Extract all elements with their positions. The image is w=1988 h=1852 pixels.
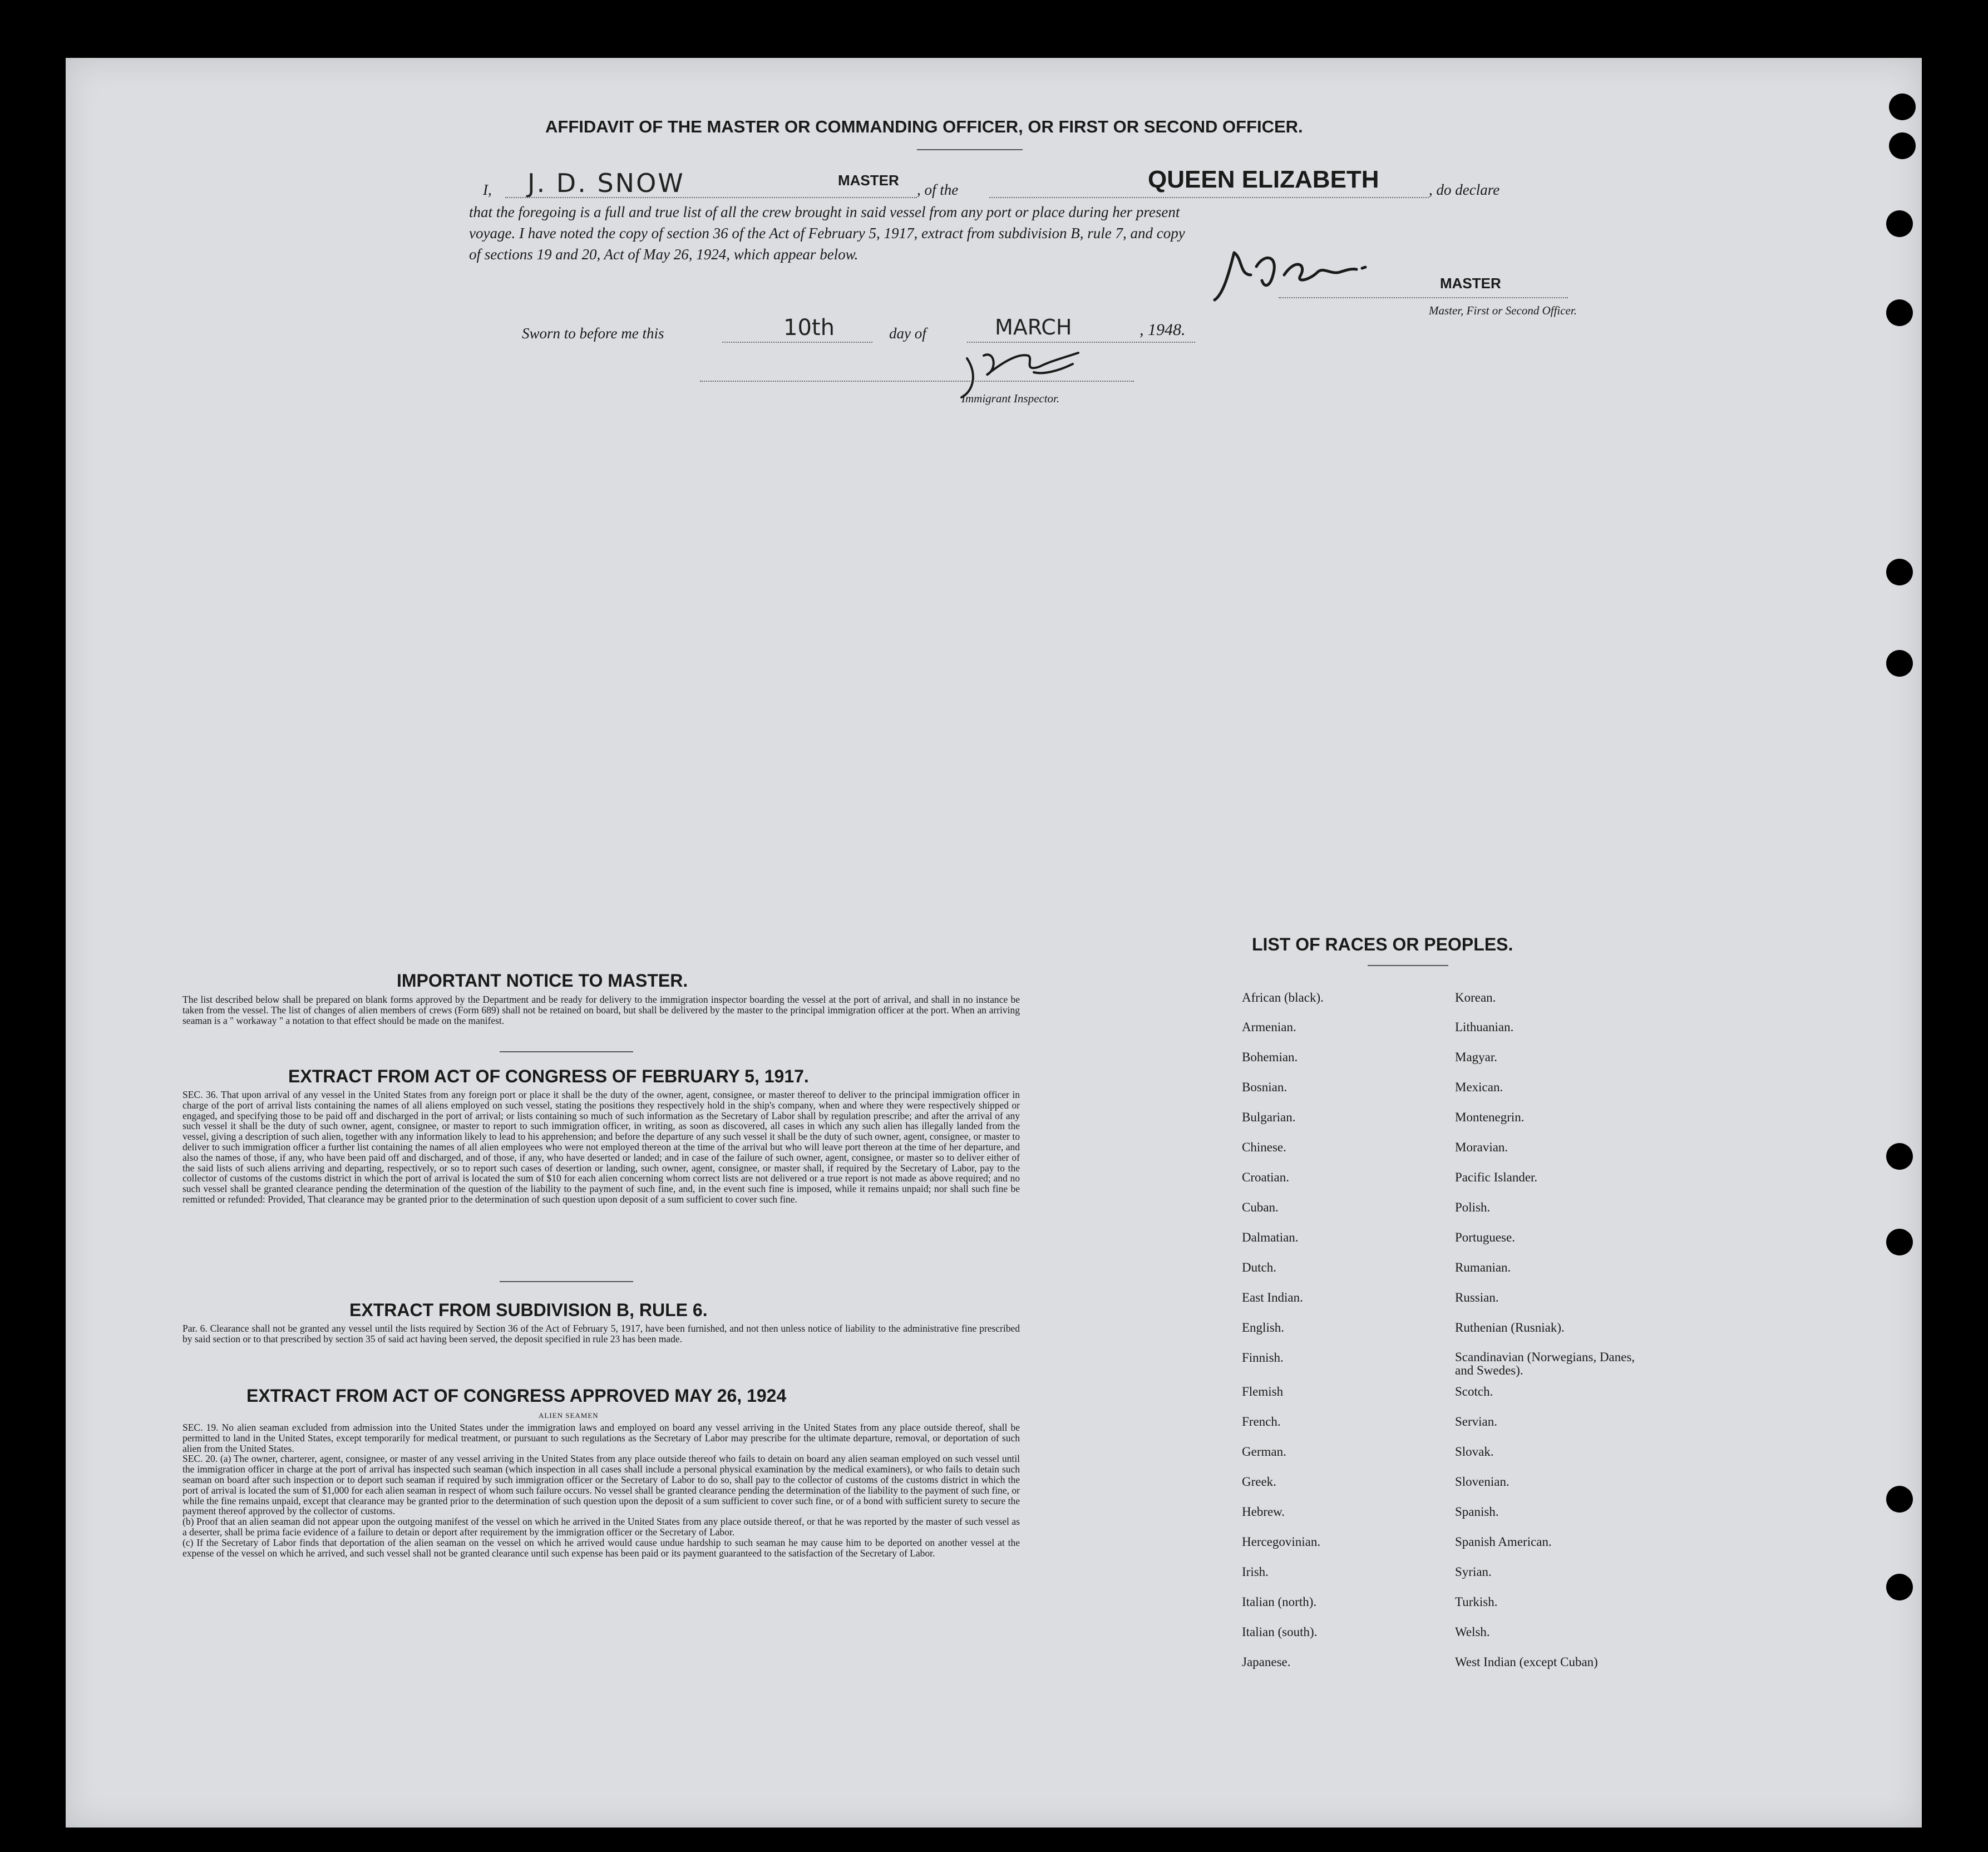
day-line (722, 342, 872, 343)
race-right: Pacific Islander. (1455, 1170, 1538, 1184)
race-right: Scandinavian (Norwegians, Danes, and Swedes). (1455, 1350, 1635, 1377)
extract-1917-divider (500, 1281, 633, 1282)
race-left: Croatian. (1242, 1170, 1289, 1184)
race-left: French. (1242, 1415, 1281, 1429)
race-left: Bohemian. (1242, 1050, 1298, 1064)
races-heading: LIST OF RACES OR PEOPLES. (1252, 934, 1513, 954)
race-right: Russian. (1455, 1291, 1499, 1304)
signature-title: MASTER (1440, 275, 1501, 292)
signature-caption: Master, First or Second Officer. (1429, 304, 1577, 317)
sworn-month: MARCH (995, 315, 1072, 339)
race-right: Welsh. (1455, 1625, 1490, 1639)
race-left: Hercegovinian. (1242, 1535, 1321, 1549)
binder-hole (1889, 93, 1916, 120)
race-right: Mexican. (1455, 1080, 1503, 1094)
subdivision-text: Par. 6. Clearance shall not be granted any vessel until the lists required by Section 36 of the Act of February 5, 1917, have been furnished, and not then unless notice of liability to the administrative fine prescribed by said section or to that prescribed by section 35 of said act having been served, the deposit specified in rule 23 has been made. (182, 1323, 1020, 1344)
binder-hole (1886, 299, 1913, 326)
extract-1924-heading: EXTRACT FROM ACT OF CONGRESS APPROVED MAY 26, 1924 (246, 1386, 787, 1406)
sworn-day: 10th (783, 315, 835, 341)
race-left: Italian (north). (1242, 1595, 1317, 1609)
race-left: Flemish (1242, 1385, 1284, 1398)
of-the-label: , of the (917, 181, 959, 198)
race-left: Irish. (1242, 1565, 1269, 1579)
binder-hole (1886, 1574, 1913, 1600)
race-right: Moravian. (1455, 1140, 1508, 1154)
binder-hole (1886, 1486, 1913, 1513)
vessel-name: QUEEN ELIZABETH (1148, 166, 1379, 193)
race-left: African (black). (1242, 991, 1324, 1004)
subdivision-heading: EXTRACT FROM SUBDIVISION B, RULE 6. (349, 1300, 708, 1320)
inspector-caption: Immigrant Inspector. (961, 392, 1060, 405)
race-left: Dutch. (1242, 1260, 1276, 1274)
declaration-line-2: voyage. I have noted the copy of section 36 of the Act of February 5, 1917, extract from subdivision B, rule 7, and copy (469, 225, 1185, 242)
race-left: Italian (south). (1242, 1625, 1318, 1639)
race-left: East Indian. (1242, 1291, 1303, 1304)
sworn-year: , 1948. (1139, 321, 1186, 339)
binder-hole (1886, 650, 1913, 677)
master-title-typed: MASTER (838, 172, 899, 189)
race-right: Syrian. (1455, 1565, 1492, 1579)
name-line (505, 197, 917, 198)
vessel-line (989, 197, 1429, 198)
affidavit-heading: AFFIDAVIT OF THE MASTER OR COMMANDING OFFICER, OR FIRST OR SECOND OFFICER. (545, 117, 1303, 136)
do-declare-label: , do declare (1429, 181, 1500, 198)
binder-hole (1886, 1229, 1913, 1255)
binder-hole (1886, 559, 1913, 585)
race-left: Armenian. (1242, 1020, 1296, 1034)
notice-text: The list described below shall be prepared on blank forms approved by the Department and be ready for delivery to the immigration inspector boarding the vessel at the port of arrival, and shall in no instance be taken from the vessel. The list of changes of alien members of crews (Form 689) shall not be retained on board, but shall be delivered by the master to the principal immigration officer at the port. When an arriving seaman is a " workaway " a notation to that effect should be made on the manifest. (182, 994, 1020, 1026)
race-left: English. (1242, 1321, 1285, 1334)
race-left: Hebrew. (1242, 1505, 1285, 1519)
extract-1924-text: SEC. 19. No alien seaman excluded from admission into the United States under the immigration laws and employed on board any vessel arriving in the United States from any place outside thereof, shall be permitted to land in the United States, except temporarily for medical treatment, or pursuant to such regulations as the Secretary of Labor may prescribe for the ultimate departure, removal, or deportation of such alien from the United States. SEC. 20. (a) The owner, charterer, agent, consignee, or master of any vessel arriving in the United States from any place outside thereof who fails to detain on board any alien seaman employed on such vessel until the immigration officer in charge at the port of arrival has inspected such seaman (which inspection in all cases shall include a personal physical examination by the medical examiners), or who fails to detain such seaman on board after such inspection or to deport such seaman if required by such immigration officer or the Secretary of Labor to do so, shall pay to the collector of customs of the customs district in which the port of arrival is located the sum of $1,000 for each alien seaman in respect of whom such failure occurs. No vessel shall be granted clearance pending the determination of the liability to the payment of such fine, or while the fine remains unpaid, except that clearance may be granted prior to the determination of such question upon the deposit of a sum sufficient to cover such fine, or of a bond with sufficient surety to secure the payment thereof approved by the collector of customs. (b) Proof that an alien seaman did not appear upon the outgoing manifest of the vessel on which he arrived in the United States from any place outside thereof, or that he was reported by the master of such vessel as a deserter, shall be prima facie evidence of a failure to detain or deport after requirement by the immigration officer or the Secretary of Labor. (c) If the Secretary of Labor finds that deportation of the alien seaman on the vessel on which he arrived would cause undue hardship to such seaman he may cause him to be deported on another vessel at the expense of the vessel on which he arrived, and such vessel shall not be granted clearance until such expense has been paid or its payment guaranteed to the satisfaction of the Secretary of Labor. (182, 1422, 1020, 1559)
race-right: Slovenian. (1455, 1475, 1510, 1489)
race-left: Finnish. (1242, 1351, 1284, 1365)
races-divider (1368, 965, 1448, 966)
signature-line (1279, 297, 1568, 298)
race-right: Lithuanian. (1455, 1020, 1514, 1034)
race-left: Chinese. (1242, 1140, 1286, 1154)
declaration-line-3: of sections 19 and 20, Act of May 26, 1924, which appear below. (469, 246, 859, 263)
heading-divider (917, 149, 1023, 150)
race-left: Bulgarian. (1242, 1110, 1296, 1124)
race-right: West Indian (except Cuban) (1455, 1655, 1598, 1669)
race-right: Servian. (1455, 1415, 1498, 1429)
race-right: Portuguese. (1455, 1230, 1515, 1244)
binder-hole (1886, 1143, 1913, 1170)
declaration-line-1: that the foregoing is a full and true list of all the crew brought in said vessel from any port or place during her present (469, 204, 1180, 220)
race-left: Japanese. (1242, 1655, 1291, 1669)
race-left: Dalmatian. (1242, 1230, 1299, 1244)
day-of-label: day of (889, 325, 926, 342)
race-right: Slovak. (1455, 1445, 1494, 1459)
race-left: Greek. (1242, 1475, 1276, 1489)
race-right: Montenegrin. (1455, 1110, 1525, 1124)
extract-1917-text: SEC. 36. That upon arrival of any vessel in the United States from any foreign port or place it shall be the duty of the owner, agent, consignee, or master thereof to deliver to the principal immigration officer in charge of the port of arrival lists containing the names of all aliens employed on such vessel, stating the positions they respectively hold in the ship's company, when and where they were respectively shipped or engaged, and specifying those to be paid off and discharged in the port of arrival; or lists containing so much of such information as the Secretary of Labor shall by regulation prescribe; and after the arrival of any such vessel it shall be the duty of such owner, agent, consignee, or master to report to such immigration officer, in writing, as soon as discovered, all cases in which any such alien has illegally landed from the vessel, giving a description of such alien, together with any information likely to lead to his apprehension; and before the departure of any such vessel it shall be the duty of such owner, agent, consignee, or master to deliver to such immigration officer a further list containing the names of all alien employees who were not employed thereon at the time of the arrival but who will leave port thereon at the time of her departure, and also the names of those, if any, who have been paid off and discharged, and of those, if any, who have deserted or landed; and in case of the failure of such owner, agent, consignee, or master so to deliver either of the said lists of such aliens arriving and departing, respectively, or so to report such cases of desertion or landing, such owner, agent, consignee, or master shall, if required by the Secretary of Labor, pay to the collector of customs of the customs district in which the port of arrival is located the sum of $10 for each alien concerning whom correct lists are not delivered or a true report is not made as above required; and no such vessel shall be granted clearance pending the determination of the question of the liability to the payment of such fine, and, in the event such fine is imposed, while it remains unpaid; nor shall such fine be remitted or refunded: Provided, That clearance may be granted prior to the determination of such question upon deposit of a sum sufficient to cover such fine. (182, 1089, 1020, 1205)
race-right: Ruthenian (Rusniak). (1455, 1321, 1565, 1334)
race-right: Turkish. (1455, 1595, 1498, 1609)
notice-heading: IMPORTANT NOTICE TO MASTER. (397, 971, 688, 991)
i-label: I, (483, 181, 492, 198)
race-right: Scotch. (1455, 1385, 1493, 1398)
race-left: German. (1242, 1445, 1286, 1459)
race-right: Polish. (1455, 1200, 1491, 1214)
form-page (66, 58, 1922, 1828)
race-left: Cuban. (1242, 1200, 1279, 1214)
race-right: Korean. (1455, 991, 1496, 1004)
inspector-line (700, 381, 1134, 382)
race-right: Spanish American. (1455, 1535, 1552, 1549)
race-right: Magyar. (1455, 1050, 1498, 1064)
binder-hole (1889, 132, 1916, 159)
extract-1924-subheading: ALIEN SEAMEN (539, 1411, 599, 1420)
sworn-label: Sworn to before me this (522, 325, 664, 342)
race-right: Spanish. (1455, 1505, 1499, 1519)
race-right: Rumanian. (1455, 1260, 1511, 1274)
master-signature (1212, 242, 1401, 308)
binder-hole (1886, 210, 1913, 237)
race-left: Bosnian. (1242, 1080, 1287, 1094)
master-name: J. D. SNOW (527, 168, 685, 198)
extract-1917-heading: EXTRACT FROM ACT OF CONGRESS OF FEBRUARY 5, 1917. (288, 1066, 809, 1086)
notice-divider (500, 1051, 633, 1052)
